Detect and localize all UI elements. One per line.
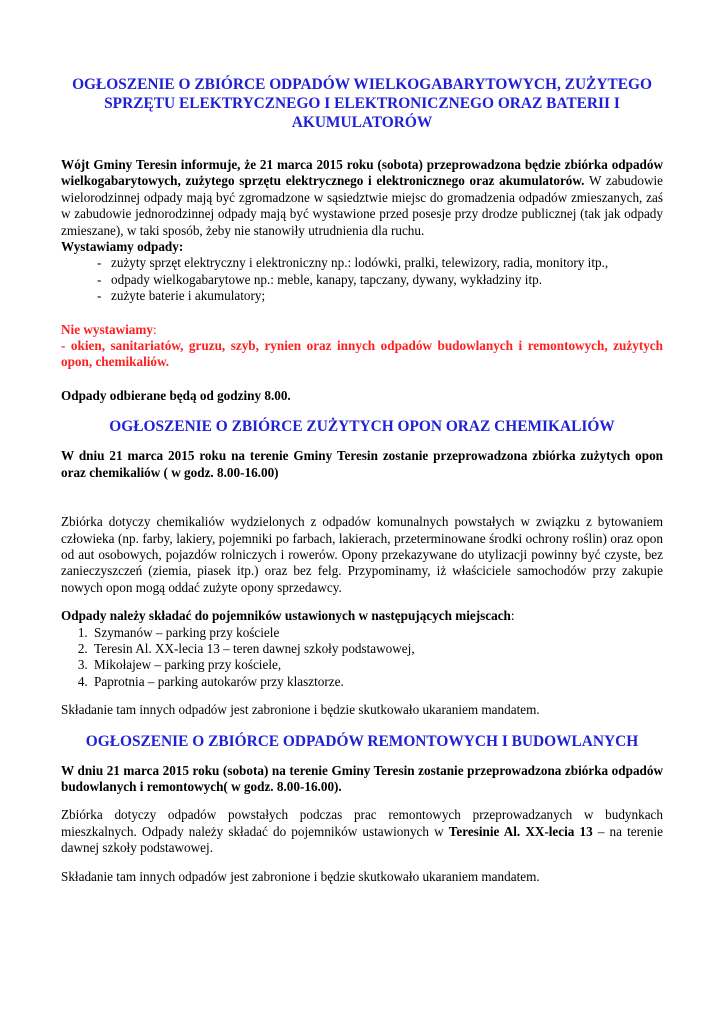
tires-description: Zbiórka dotyczy chemikaliów wydzielonych z odpadów komunalnych powstałych w związku z bytowaniem człowieka (np. farby, lakiery, pojemniki po farbach, lakierach, przeterminowane środki ochrony roślin) oraz opon od aut osobowych, pojazdów rolniczych i rowerów. Opony przekazywane do utylizacji powinny być czyste, bez zanieczyszczeń (ziemia, piasek itp.) oraz bez felg. Przypominamy, iż właściciele samochodów przy zakupie nowych opon mogą oddać zużyte opony sprzedawcy. [61, 514, 663, 595]
notice-page [61, 75, 663, 885]
list-item: 3. Mikołajew – parking przy kościele, [91, 657, 663, 673]
forbidden-note-1: Składanie tam innych odpadów jest zabronione i będzie skutkowało ukaraniem mandatem. [61, 702, 540, 718]
collection-hours: Odpady odbierane będą od godziny 8.00. [61, 387, 291, 403]
list-item: - zużyte baterie i akumulatory; [97, 288, 663, 304]
title-bulky-waste: OGŁOSZENIE O ZBIÓRCE ODPADÓW WIELKOGABARYTOWYCH, ZUŻYTEGO SPRZĘTU ELEKTRYCZNEGO I ELEKTRONICZNEGO ORAZ BATERII I AKUMULATORÓW [72, 76, 652, 131]
nie-wystawiamy-heading: Nie wystawiamy: [61, 321, 157, 337]
nie-wystawiamy-text: - okien, sanitariatów, gruzu, szyb, rynien oraz innych odpadów budowlanych i remontowych, zużytych opon, chemikaliów. [61, 338, 663, 370]
intro-rest: W zabudowie wielorodzinnej odpady mają być zgromadzone w sąsiedztwie miejsc do gromadzenia odpadów zmieszanych, zaś w zabudowie jednorodzinnej odpady mają być wystawione przed posesje przy drodze publicznej (tak jak odpady zmieszane), w taki sposób, żeby nie stanowiły utrudnienia dla ruchu. [61, 173, 663, 238]
intro-bold: Wójt Gminy Teresin informuje, że 21 marca 2015 roku (sobota) przeprowadzona będzie zbiórka odpadów wielkogabarytowych, zużytego sprzętu elektrycznego i elektronicznego oraz akumulatorów. [61, 157, 663, 189]
list-item: - zużyty sprzęt elektryczny i elektroniczny np.: lodówki, pralki, telewizory, radia, monitory itp., [97, 255, 663, 271]
list-item: 2. Teresin Al. XX-lecia 13 – teren dawnej szkoły podstawowej, [91, 641, 663, 657]
forbidden-note-2: Składanie tam innych odpadów jest zabronione i będzie skutkowało ukaraniem mandatem. [61, 868, 540, 884]
wystawiamy-heading: Wystawiamy odpady: [61, 239, 184, 255]
list-item: - odpady wielkogabarytowe np.: meble, kanapy, tapczany, dywany, wykładziny itp. [97, 272, 663, 288]
title-tires-chemicals: OGŁOSZENIE O ZBIÓRCE ZUŻYTYCH OPON ORAZ CHEMIKALIÓW [109, 418, 615, 436]
renovation-description: Zbiórka dotyczy odpadów powstałych podczas prac remontowych przeprowadzanych w budynkach mieszkalnych. Odpady należy składać do pojemników ustawionych w Teresinie Al. XX-lecia 13 – na terenie dawnej szkoły podstawowej. [61, 807, 663, 856]
title-renovation-waste: OGŁOSZENIE O ZBIÓRCE ODPADÓW REMONTOWYCH I BUDOWLANYCH [85, 732, 639, 750]
places-list [61, 625, 663, 691]
intro-paragraph [61, 157, 663, 239]
places-heading: Odpady należy składać do pojemników ustawionych w następujących miejscach: [61, 608, 515, 624]
list-item: 4. Paprotnia – parking autokarów przy klasztorze. [91, 674, 663, 690]
list-item: 1. Szymanów – parking przy kościele [91, 625, 663, 641]
renovation-bold-paragraph: W dniu 21 marca 2015 roku (sobota) na terenie Gminy Teresin zostanie przeprowadzona zbiórka odpadów budowlanych i remontowych( w godz. 8.00-16.00). [61, 762, 663, 794]
tires-bold-paragraph: W dniu 21 marca 2015 roku na terenie Gminy Teresin zostanie przeprowadzona zbiórka zużytych opon oraz chemikaliów ( w godz. 8.00-16.00) [61, 448, 663, 480]
wystawiamy-list [61, 255, 663, 304]
